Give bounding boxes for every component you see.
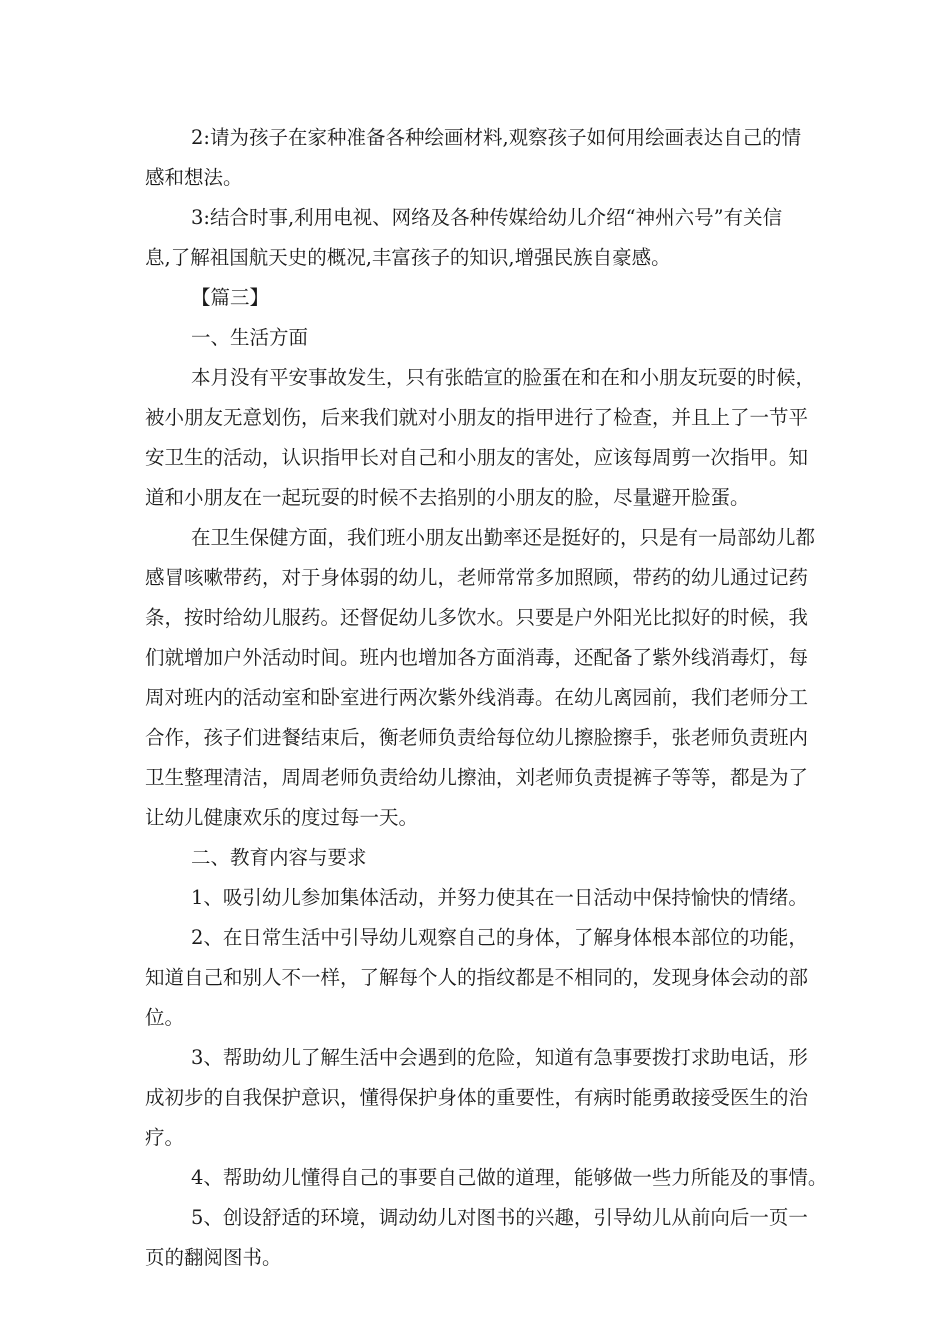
paragraph-line: 在卫生保健方面，我们班小朋友出勤率还是挺好的，只是有一局部幼儿都 [191, 526, 816, 549]
paragraph-line: 2:请为孩子在家种准备各种绘画材料,观察孩子如何用绘画表达自己的情 [191, 126, 802, 149]
section-heading: 二、教育内容与要求 [191, 846, 367, 869]
section-heading: 一、生活方面 [191, 326, 309, 349]
paragraph-line: 疗。 [145, 1126, 185, 1149]
paragraph-line: 页的翻阅图书。 [145, 1246, 282, 1269]
paragraph-line: 安卫生的活动，认识指甲长对自己和小朋友的害处，应该每周剪一次指甲。知 [145, 446, 809, 469]
paragraph-line: 们就增加户外活动时间。班内也增加各方面消毒，还配备了紫外线消毒灯，每 [145, 646, 809, 669]
paragraph-line: 卫生整理清洁，周周老师负责给幼儿擦油，刘老师负责提裤子等等，都是为了 [145, 766, 809, 789]
document-page [145, 118, 828, 1278]
paragraph-line: 被小朋友无意划伤，后来我们就对小朋友的指甲进行了检查，并且上了一节平 [145, 406, 809, 429]
list-item: 5、创设舒适的环境，调动幼儿对图书的兴趣，引导幼儿从前向后一页一 [191, 1206, 808, 1229]
paragraph-line: 让幼儿健康欢乐的度过每一天。 [145, 806, 419, 829]
paragraph-line: 周对班内的活动室和卧室进行两次紫外线消毒。在幼儿离园前，我们老师分工 [145, 686, 809, 709]
paragraph-line: 位。 [145, 1006, 185, 1029]
paragraph-line: 本月没有平安事故发生，只有张皓宣的脸蛋在和在和小朋友玩耍的时候， [191, 366, 816, 389]
list-item: 1、吸引幼儿参加集体活动，并努力使其在一日活动中保持愉快的情绪。 [191, 886, 808, 909]
list-item: 2、在日常生活中引导幼儿观察自己的身体，了解身体根本部位的功能， [191, 926, 808, 949]
paragraph-line: 知道自己和别人不一样，了解每个人的指纹都是不相同的，发现身体会动的部 [145, 966, 809, 989]
paragraph-line: 道和小朋友在一起玩耍的时候不去掐别的小朋友的脸，尽量避开脸蛋。 [145, 486, 750, 509]
section-title: 【篇三】 [191, 286, 270, 309]
paragraph-line: 成初步的自我保护意识，懂得保护身体的重要性，有病时能勇敢接受医生的治 [145, 1086, 809, 1109]
paragraph-line: 感冒咳嗽带药，对于身体弱的幼儿，老师常常多加照顾，带药的幼儿通过记药 [145, 566, 809, 589]
paragraph-line: 感和想法。 [145, 166, 243, 189]
paragraph-line: 条，按时给幼儿服药。还督促幼儿多饮水。只要是户外阳光比拟好的时候，我 [145, 606, 809, 629]
paragraph-line: 息,了解祖国航天史的概况,丰富孩子的知识,增强民族自豪感。 [145, 246, 671, 269]
paragraph-line: 合作，孩子们进餐结束后，衡老师负责给每位幼儿擦脸擦手，张老师负责班内 [145, 726, 809, 749]
list-item: 3、帮助幼儿了解生活中会遇到的危险，知道有急事要拨打求助电话，形 [191, 1046, 808, 1069]
list-item: 4、帮助幼儿懂得自己的事要自己做的道理，能够做一些力所能及的事情。 [191, 1166, 828, 1189]
paragraph-line: 3:结合时事,利用电视、网络及各种传媒给幼儿介绍“神州六号”有关信 [191, 206, 783, 229]
